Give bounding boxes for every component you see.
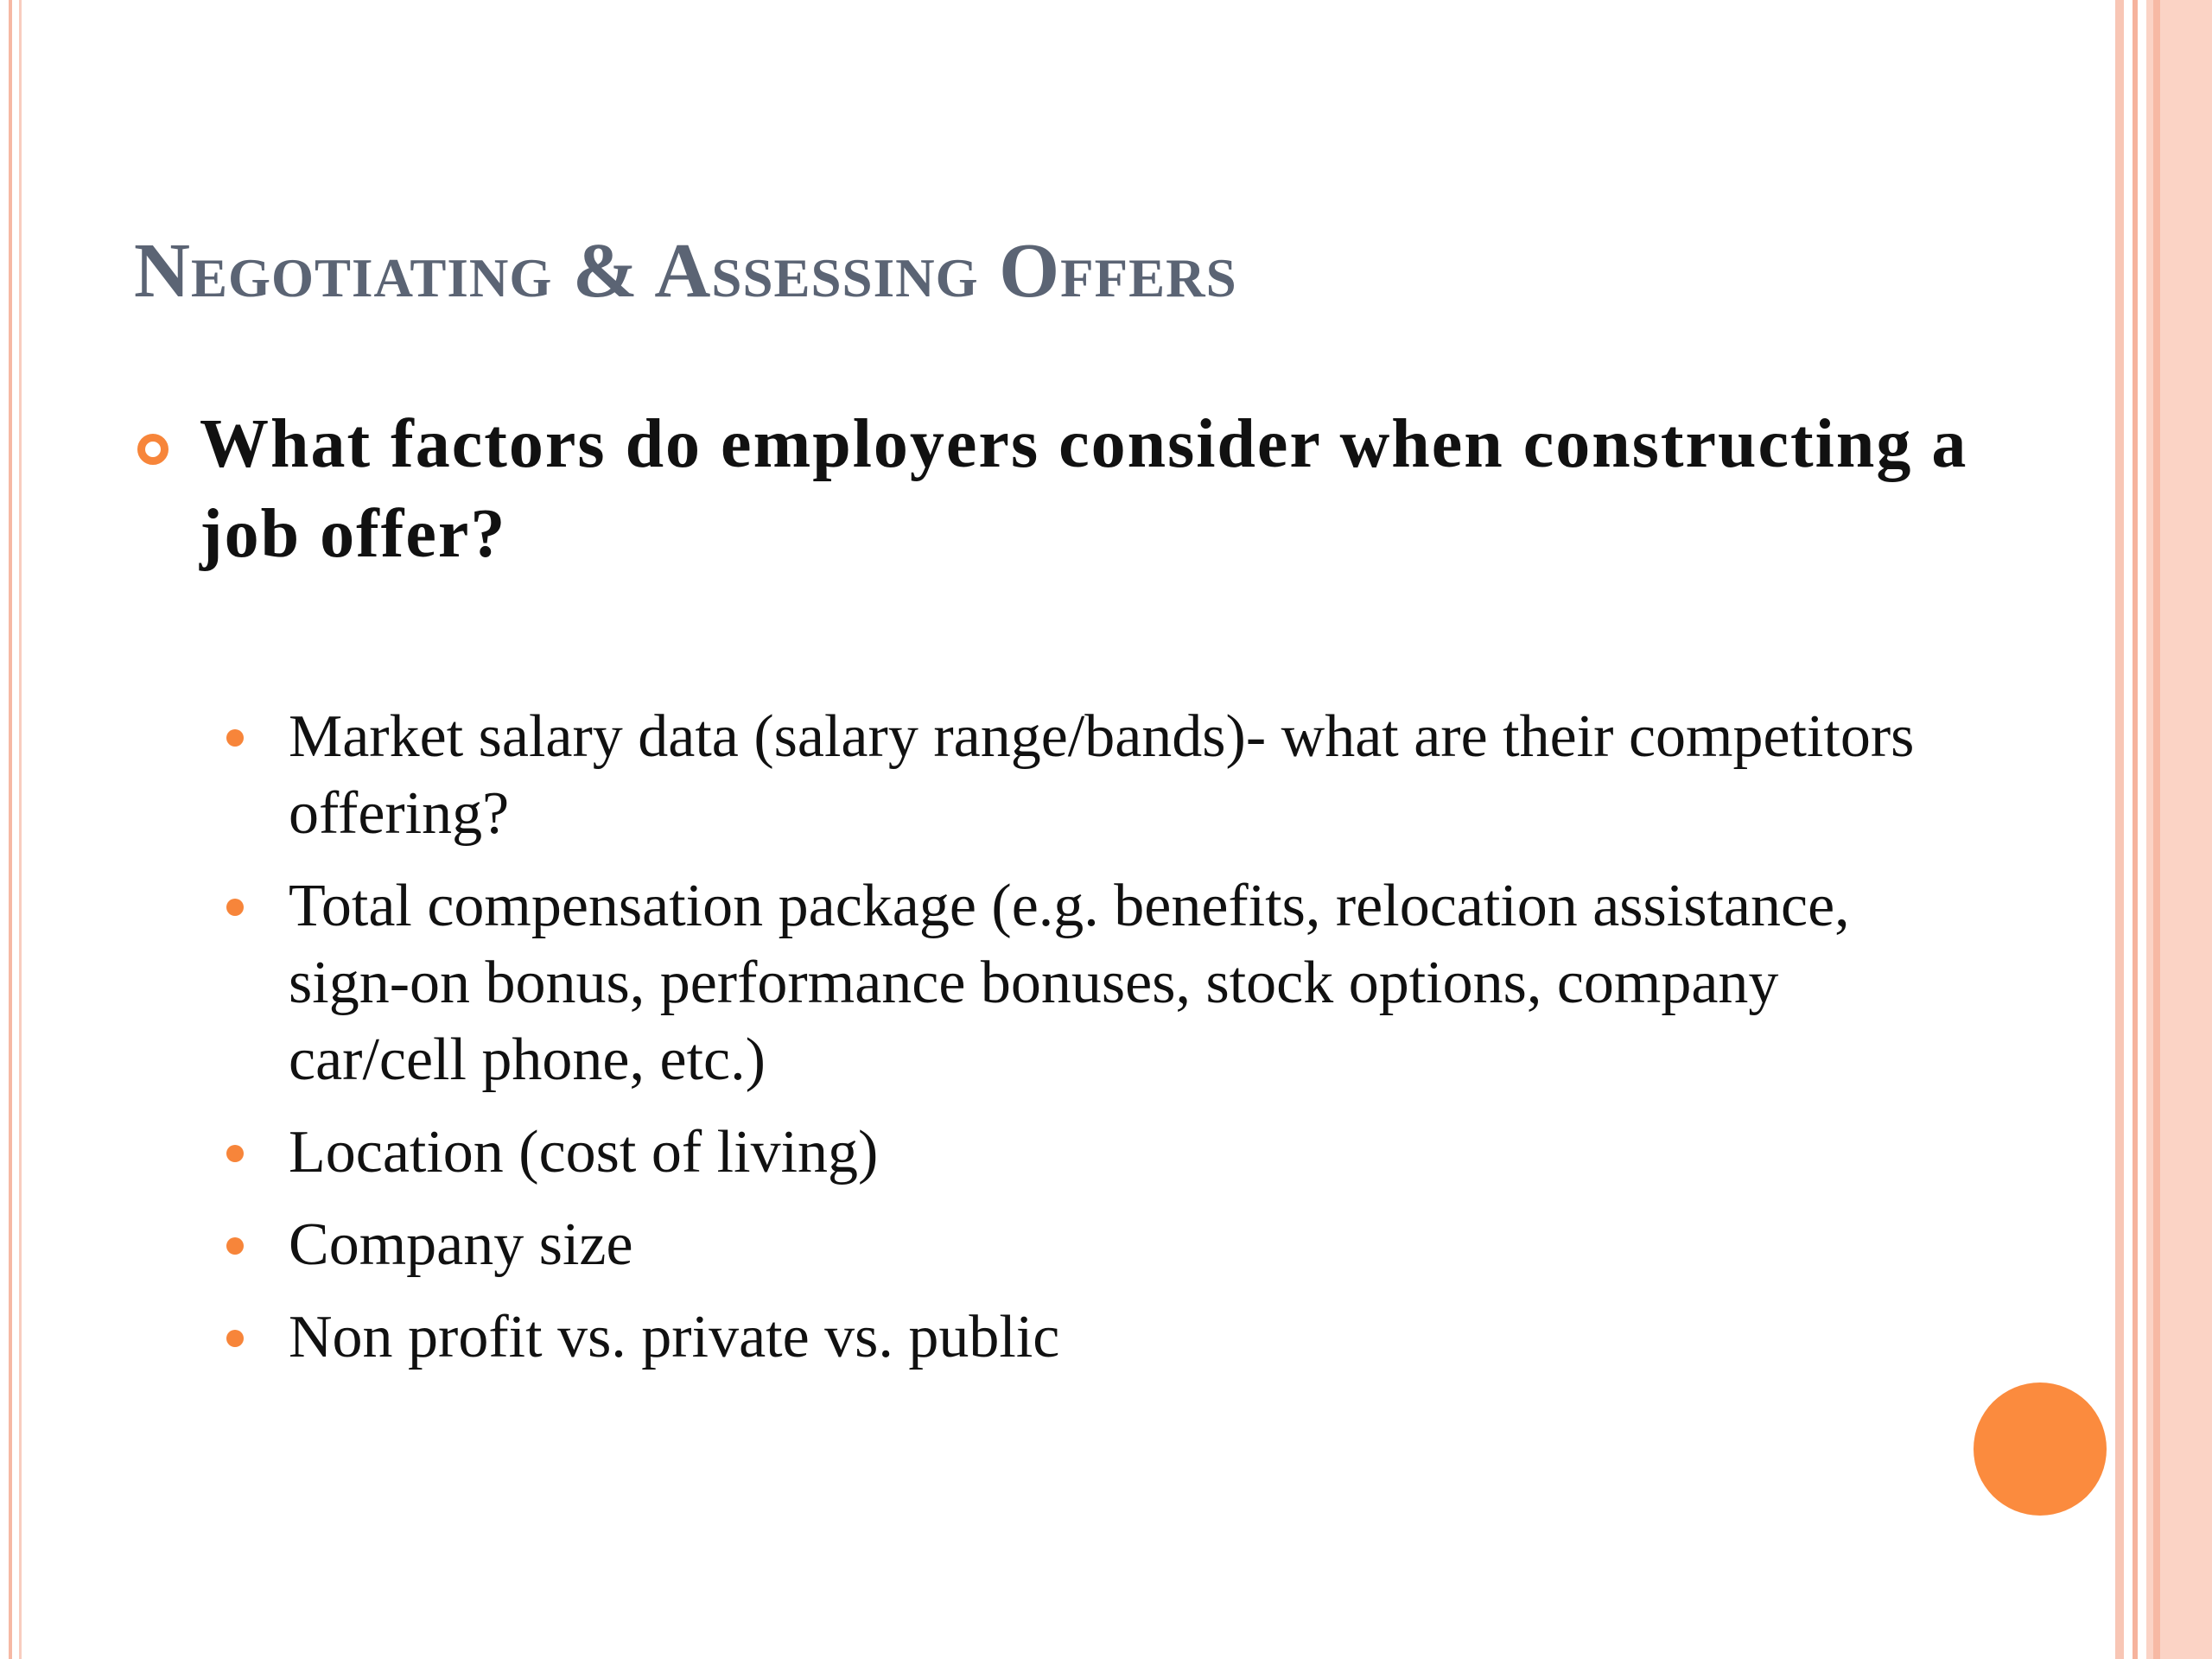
- right-decor-stripe: [2115, 0, 2124, 1659]
- right-decor-stripe: [2153, 0, 2160, 1659]
- list-item: [226, 1206, 1955, 1283]
- left-border-line: [9, 0, 12, 1659]
- factor-text: Total compensation package (e.g. benefits, relocation assistance, sign-on bonus, performance bonuses, stock options, company car/cell phone, etc.): [289, 873, 1850, 1093]
- factors-list: [226, 698, 1955, 1391]
- dot-bullet-icon: [226, 1237, 244, 1255]
- factor-text: Non profit vs. private vs. public: [289, 1304, 1060, 1370]
- dot-bullet-icon: [226, 899, 244, 916]
- list-item: [226, 1299, 1955, 1376]
- list-item: [226, 698, 1955, 852]
- slide-title: Negotiating & Assessing Offers: [134, 228, 1237, 314]
- dot-bullet-icon: [226, 729, 244, 747]
- main-bullet: [134, 399, 1992, 579]
- main-question: What factors do employers consider when constructing a job offer?: [200, 406, 1968, 572]
- decorative-circle: [1974, 1382, 2107, 1516]
- list-item: [226, 1114, 1955, 1191]
- dot-bullet-icon: [226, 1330, 244, 1347]
- list-item: [226, 868, 1955, 1098]
- right-decor-stripe: [2133, 0, 2138, 1659]
- dot-bullet-icon: [226, 1145, 244, 1162]
- factor-text: Location (cost of living): [289, 1119, 879, 1185]
- factor-text: Market salary data (salary range/bands)- what are their competitors offering?: [289, 703, 1915, 847]
- factor-text: Company size: [289, 1211, 633, 1278]
- ring-bullet-icon: [137, 434, 168, 465]
- left-border-line-inner: [19, 0, 22, 1659]
